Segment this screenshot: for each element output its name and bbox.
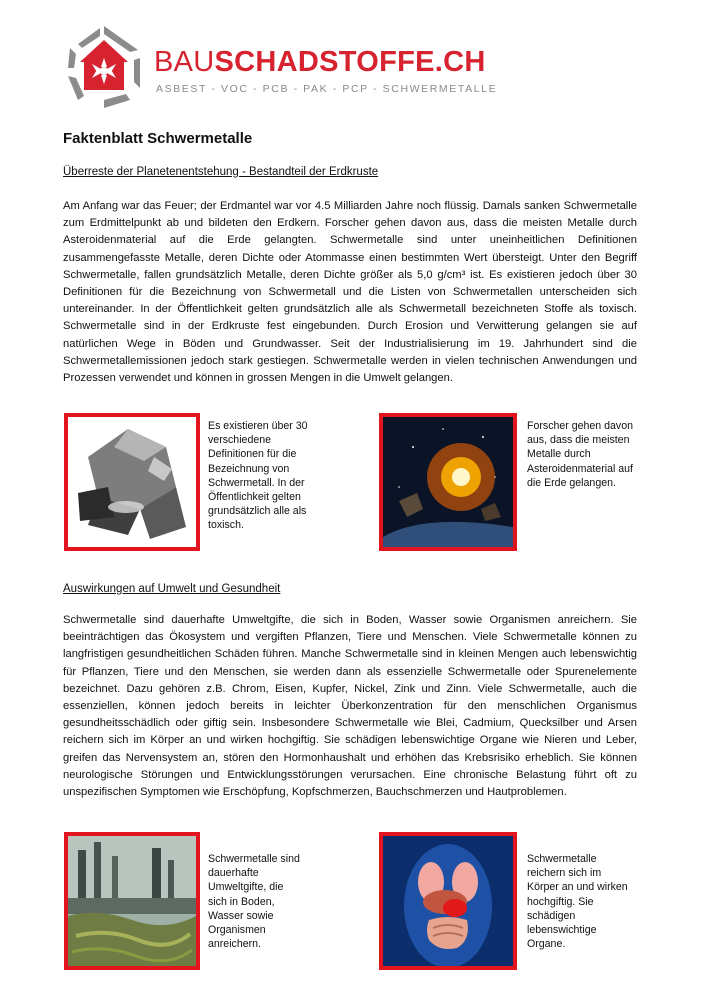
section-heading-effects: Auswirkungen auf Umwelt und Gesundheit (63, 583, 281, 595)
section-body-origin: Am Anfang war das Feuer; der Erdmantel war vor 4.5 Milliarden Jahre noch flüssig. Damals sanken Schwermetalle zum Erdmittelpunkt ab und bildeten den Erdkern. Forscher gehen davon aus, dass die meisten Metalle durch Asteroidenmaterial auf die Erde gelangten. Schwermetalle sind unter uneinheitlichen Definitionen zusammengefasste Metalle, deren Dichte oder Atommasse einen bestimmten Wert übersteigt. Unter den Begriff Schwermetalle, fallen grundsätzlich Metalle, deren Dichte größer als 5,0 g/cm³ ist. Es existieren jedoch über 30 Definitionen für die Bezeichnung von Schwermetall und die Listen von Schwermetallen unterscheiden sich untereinander. In der Öffentlichkeit gelten grundsätzlich alle als Schwermetall bezeichneten Stoffe als toxisch. Schwermetalle sind in der Erdkruste fest eingebunden. Durch Erosion und Verwitterung gelangen sie auf natürlichen Wege in Böden und Grundwasser. Seit der Industrialisierung im 19. Jahrhundert sind die Schwermetallemissionen jedoch stark gestiegen. Schwermetalle werden in vielen technischen Anwendungen und Prozessen verwendet und können in grossen Mengen in die Umwelt gelangen. (63, 200, 637, 385)
figure-caption-organs: Schwermetalle reichern sich im Körper an und wirken hochgiftig. Sie schädigen lebenswichtige Organe. (527, 853, 628, 951)
figure-caption-asteroid: Forscher gehen davon aus, dass die meisten Metalle durch Asteroidenmaterial auf die Erde gelangen. (527, 420, 634, 489)
house-hazard-recycle-icon (64, 22, 144, 112)
brand-name-bold: SCHADSTOFFE.CH (214, 46, 486, 78)
brand-name-light: BAU (154, 46, 215, 78)
brand-tagline: ASBEST - VOC - PCB - PAK - PCP - SCHWERMETALLE (156, 83, 498, 95)
section-body-effects: Schwermetalle sind dauerhafte Umweltgifte, die sich in Boden, Wasser sowie Organismen anreichern. Sie beeinträchtigen das Ökosystem und vergiften Pflanzen, Tiere und Menschen. Viele Schwermetalle können zu langfristigen gesundheitlichen Schäden führen. Manche Schwermetalle sind in kleinen Mengen auch lebenswichtig für Pflanzen, Tiere und den Menschen, sie werden dann als essenzielle Schwermetalle oder Spurenelemente bezeichnet. Dazu gehören z.B. Chrom, Eisen, Kupfer, Nickel, Zink und Zinn. Viele Schwermetalle, auch die essenziellen, können jedoch bereits in leichter Überkonzentration für den menschlichen Organismus gesundheitsschädlich oder giftig sein. Insbesondere Schwermetalle wie Blei, Cadmium, Quecksilber und Arsen reichern sich im Körper an und wirken hochgiftig. Sie schädigen lebenswichtige Organe wie Nieren und Leber, greifen das Nervensystem an, stören den Hormonhaushalt und erhöhen das Krebsrisiko erheblich. Sie können neurologische Störungen und Entwicklungsstörungen verursachen. Eine chronische Belastung führt oft zu unspezifischen Symptomen wie Erschöpfung, Kopfschmerzen, Bauchschmerzen und Hautproblemen. (63, 614, 637, 799)
figure-caption-metal: Es existieren über 30 verschiedene Definitionen für die Bezeichnung von Schwermetall. In der Öffentlichkeit gelten grundsätzlich alle als toxisch. (208, 420, 308, 532)
asteroid-impact-image (379, 413, 517, 551)
human-organs-image (379, 832, 517, 970)
section-heading-origin: Überreste der Planetenentstehung - Bestandteil der Erdkruste (63, 166, 379, 178)
figure-caption-pollution: Schwermetalle sind dauerhafte Umweltgifte, die sich in Boden, Wasser sowie Organismen anreichern. (208, 853, 300, 951)
brand-name (154, 48, 486, 77)
page-title: Faktenblatt Schwermetalle (63, 130, 253, 147)
industrial-pollution-image (64, 832, 200, 970)
heavy-metal-chunks-image (64, 413, 200, 551)
brand-logo (64, 22, 498, 112)
